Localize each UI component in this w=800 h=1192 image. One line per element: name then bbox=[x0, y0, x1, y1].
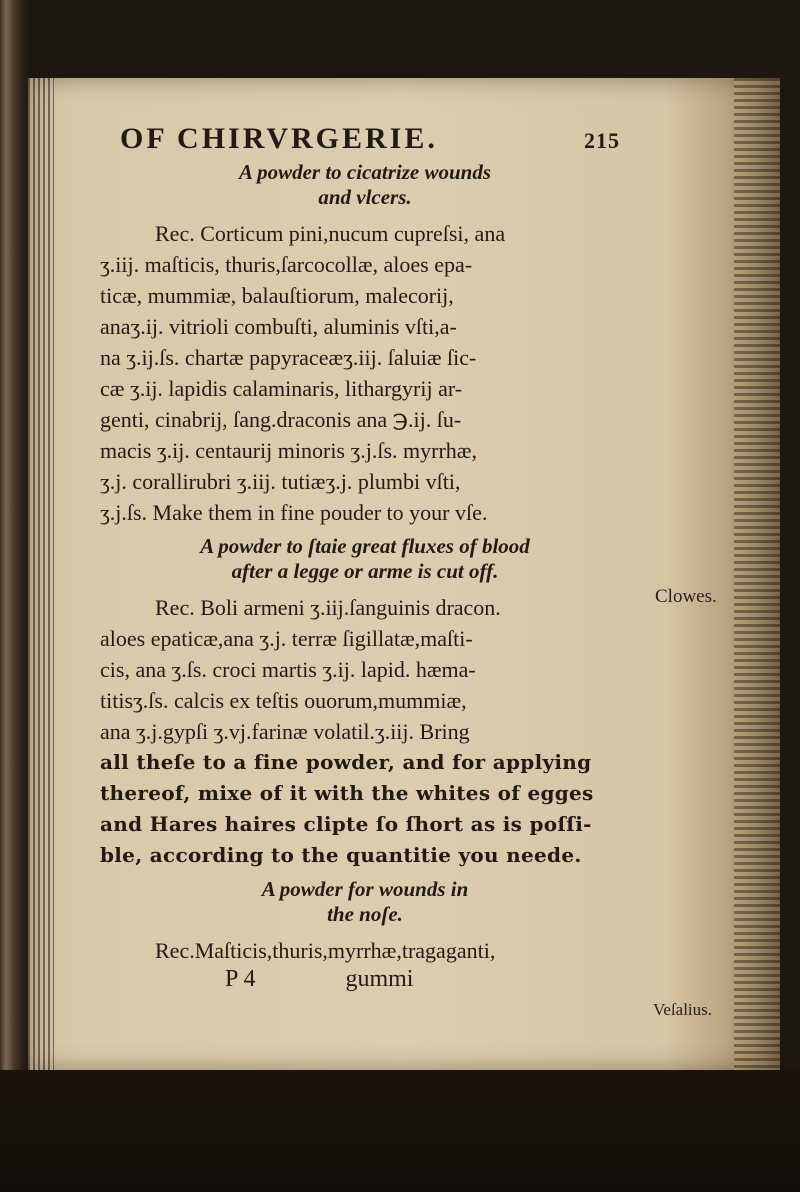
scan-bottom-margin bbox=[0, 1070, 800, 1192]
page-text bbox=[100, 122, 630, 993]
section-title: A powder to ſtaie great fluxes of blood after a legge or arme is cut off. bbox=[200, 534, 530, 583]
section-title: A powder for wounds in the noſe. bbox=[261, 877, 469, 926]
page-edges bbox=[734, 78, 780, 1070]
recipe-paragraph: Rec.Maſticis,thuris,myrrhæ,tragaganti, bbox=[155, 938, 496, 963]
recipe-paragraph: Rec. Boli armeni ʒ.iij.ſanguinis dracon. aloes epaticæ,ana ʒ.j. terræ ſigillatæ,maſti- cis, ana ʒ.ſs. croci martis ʒ.ij. lapid. hæma- titisʒ.ſs. calcis ex teſtis ouorum,mummiæ, ana ʒ.j.gypſi ʒ.vj.farinæ volatil.ʒ.iij. Bring all theſe to a fine powder, and for applying thereof, mixe of it with the whites of egges and Hares haires clipte ſo ſhort as is poſſi- ble, according to the quantitie you neede. bbox=[100, 595, 594, 867]
catchword: gummi bbox=[345, 966, 414, 992]
marginal-note-vesalius: Veſalius. bbox=[653, 1000, 713, 1019]
page-number: 215 bbox=[584, 128, 620, 153]
catchline bbox=[100, 966, 630, 993]
signature-mark: P 4 bbox=[225, 966, 256, 992]
running-head bbox=[120, 122, 630, 156]
recipe-paragraph: Rec. Corticum pini,nucum cupreſsi, ana ʒ.iij. maſticis, thuris,ſarcocollæ, aloes epa- ticæ, mummiæ, balauſtiorum, malecorij, anaʒ.ij. vitrioli combuſti, aluminis vſti,a- na ʒ.ij.ſs. chartæ papyraceæʒ.iij. ſaluiæ ſic- cæ ʒ.ij. lapidis calaminaris, lithargyrij ar- genti, cinabrij, ſang.draconis ana ℈.ij. ſu- macis ʒ.ij. centaurij minoris ʒ.j.ſs. myrrhæ, ʒ.j. corallirubri ʒ.iij. tutiæʒ.j. plumbi vſti, ʒ.j.ſs. Make them in fine pouder to your vſe. bbox=[100, 221, 506, 525]
running-title: OF CHIRVRGERIE. bbox=[120, 122, 438, 155]
page-gutter bbox=[28, 78, 54, 1070]
section-title: A powder to cicatrize wounds and vlcers. bbox=[238, 160, 492, 209]
marginal-note-clowes: Clowes. bbox=[655, 586, 717, 607]
